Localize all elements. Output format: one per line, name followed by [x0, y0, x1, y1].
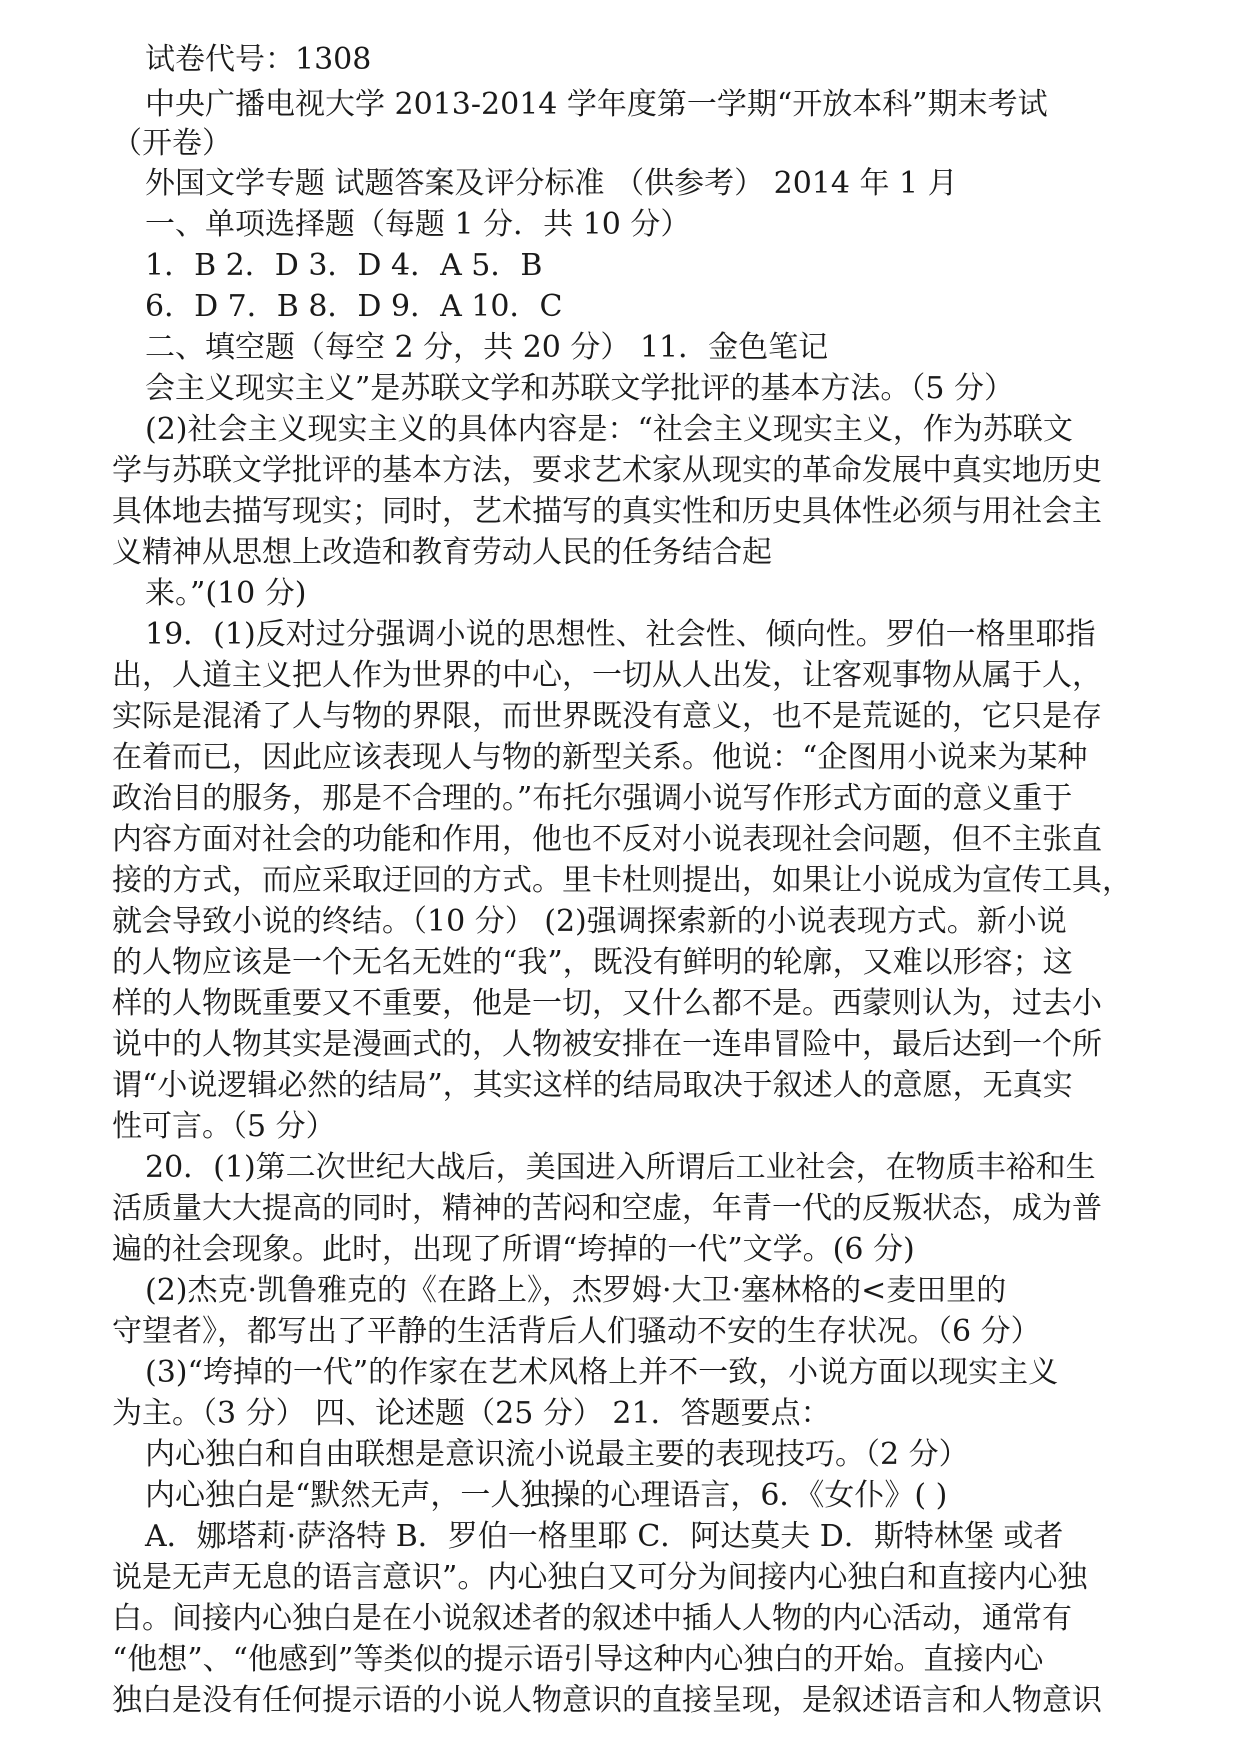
text-line: 就会导致小说的终结。（10 分） (2)强调探索新的小说表现方式。新小说: [112, 904, 1067, 939]
text-line: 中央广播电视大学 2013-2014 学年度第一学期“开放本科”期末考试: [145, 87, 1048, 122]
text-line: 独白是没有任何提示语的小说人物意识的直接呈现，是叙述语言和人物意识: [112, 1683, 1102, 1718]
text-line: A．娜塔莉·萨洛特 B．罗伯一格里耶 C．阿达莫夫 D．斯特林堡 或者: [145, 1519, 1064, 1554]
text-line: 内心独白是“默然无声，一人独操的心理语言，6．《女仆》( ): [145, 1478, 948, 1513]
text-line: 在着而已，因此应该表现人与物的新型关系。他说：“企图用小说来为某种: [112, 740, 1088, 775]
text-line: “他想”、“他感到”等类似的提示语引导这种内心独白的开始。直接内心: [112, 1642, 1044, 1677]
text-line: 接的方式，而应采取迂回的方式。里卡杜则提出，如果让小说成为宣传工具，: [112, 863, 1132, 898]
text-line: 1．B 2．D 3．D 4．A 5．B: [145, 248, 543, 283]
text-line: 白。间接内心独白是在小说叙述者的叙述中插人人物的内心活动，通常有: [112, 1601, 1072, 1636]
text-line: 学与苏联文学批评的基本方法，要求艺术家从现实的革命发展中真实地历史: [112, 453, 1102, 488]
text-line: 出，人道主义把人作为世界的中心，一切从人出发，让客观事物从属于人，: [112, 658, 1102, 693]
text-line: (2)社会主义现实主义的具体内容是：“社会主义现实主义，作为苏联文: [145, 412, 1073, 447]
text-line: 来。”(10 分): [145, 576, 307, 611]
text-line: 义精神从思想上改造和教育劳动人民的任务结合起: [112, 535, 772, 570]
text-line: 外国文学专题 试题答案及评分标准 （供参考） 2014 年 1 月: [145, 166, 958, 201]
text-line: 20．(1)第二次世纪大战后，美国进入所谓后工业社会，在物质丰裕和生: [145, 1150, 1096, 1185]
text-line: 实际是混淆了人与物的界限，而世界既没有意义，也不是荒诞的，它只是存: [112, 699, 1102, 734]
text-line: 会主义现实主义”是苏联文学和苏联文学批评的基本方法。（5 分）: [145, 371, 1014, 406]
text-line: 说是无声无息的语言意识”。内心独白又可分为间接内心独白和直接内心独: [112, 1560, 1088, 1595]
text-line: 试卷代号：1308: [145, 42, 372, 77]
text-line: 为主。（3 分） 四、论述题（25 分） 21．答题要点：: [112, 1396, 831, 1431]
text-line: 性可言。（5 分）: [112, 1109, 336, 1144]
text-line: 活质量大大提高的同时，精神的苦闷和空虚，年青一代的反叛状态，成为普: [112, 1191, 1102, 1226]
text-line: 遍的社会现象。此时，出现了所谓“垮掉的一代”文学。(6 分): [112, 1232, 915, 1267]
text-line: (3)“垮掉的一代”的作家在艺术风格上并不一致，小说方面以现实主义: [145, 1355, 1059, 1390]
text-line: 样的人物既重要又不重要，他是一切，又什么都不是。西蒙则认为，过去小: [112, 986, 1102, 1021]
text-line: （开卷）: [112, 126, 232, 161]
text-line: (2)杰克·凯鲁雅克的《在路上》，杰罗姆·大卫·塞林格的<麦田里的: [145, 1273, 1007, 1308]
text-line: 说中的人物其实是漫画式的，人物被安排在一连串冒险中，最后达到一个所: [112, 1027, 1102, 1062]
text-line: 政治目的服务，那是不合理的。”布托尔强调小说写作形式方面的意义重于: [112, 781, 1073, 816]
text-line: 内容方面对社会的功能和作用，他也不反对小说表现社会问题，但不主张直: [112, 822, 1102, 857]
text-line: 6．D 7．B 8．D 9．A 10．C: [145, 289, 563, 324]
text-line: 一、单项选择题（每题 1 分．共 10 分）: [145, 207, 691, 242]
text-line: 具体地去描写现实；同时，艺术描写的真实性和历史具体性必须与用社会主: [112, 494, 1102, 529]
text-line: 守望者》，都写出了平静的生活背后人们骚动不安的生存状况。（6 分）: [112, 1314, 1041, 1349]
text-line: 的人物应该是一个无名无姓的“我”，既没有鲜明的轮廓，又难以形容；这: [112, 945, 1073, 980]
text-line: 谓“小说逻辑必然的结局”，其实这样的结局取决于叙述人的意愿，无真实: [112, 1068, 1073, 1103]
text-line: 二、填空题（每空 2 分，共 20 分） 11．金色笔记: [145, 330, 829, 365]
text-line: 19．(1)反对过分强调小说的思想性、社会性、倾向性。罗伯一格里耶指: [145, 617, 1096, 652]
text-line: 内心独白和自由联想是意识流小说最主要的表现技巧。（2 分）: [145, 1437, 969, 1472]
